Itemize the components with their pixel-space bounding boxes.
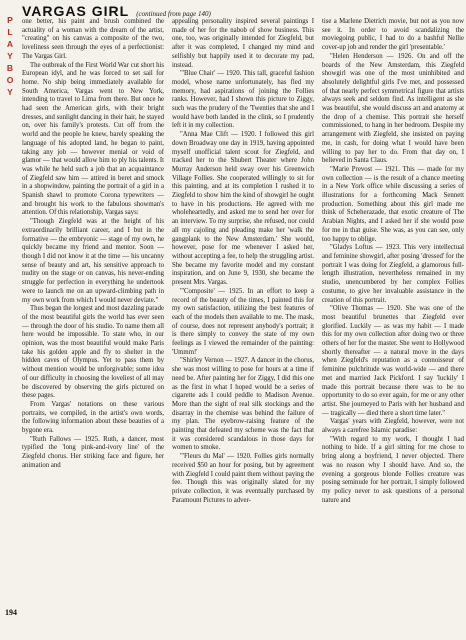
magazine-name-letter: A (6, 39, 14, 49)
article-title: VARGAS GIRL (22, 3, 130, 19)
magazine-name-letter: B (6, 63, 14, 73)
paragraph: "Marie Prevost — 1921. This — made for my own collection — is the result of a chance meeting in a New York office while discussing a series of illustrations for a forthcoming Mack Sennett production. Something about this girl made me think of Scheherazade, that exotic creature of The Arabian Nights, and I asked her if she would pose for me in that guise. She was, as you can see, only too happy to oblige. (322, 165, 464, 243)
article-body (22, 18, 464, 632)
magazine-name-letter: O (6, 75, 14, 85)
paragraph: "'Fleurs du Mal' — 1920. Follies girls normally received $50 an hour for posing, but by agreement with Ziegfeld I could paint them without paying the fee. Though this was originally slated for my private collection, it was eventually purchased by Paramount Pictures to adver- (172, 453, 314, 504)
paragraph: From Vargas' notations on these various portraits, we compiled, in the artist's own words, the following information about these beauties of a bygone era. (22, 400, 164, 435)
paragraph: tise a Marlene Dietrich movie, but not as you now see it. In order to avoid scandalizing the moviegoing public, I had to do a bashful Nellie cover-up job and render the girl 'presentable.' (322, 18, 464, 52)
paragraph: appealing personality inspired several paintings I made of her for the nabob of show business. This one, too, was originally intended for Ziegfeld, but after it was completed, I changed my mind and selfishly but happily used it to decorate my pad, instead. (172, 18, 314, 69)
paragraph: "Shirley Vernon — 1927. A dancer in the chorus, she was most willing to pose for hours at a time if need be. After painting her for Ziggy, I did this one as the first in what I hoped would be a series of cigarette ads I could peddle to Madison Avenue. More than the sight of real silk stockings and the disarray in the chemise was behind the failure of my plan. The eyebrow-raising feature of the painting that defeated my scheme was the fact that it was considered scandalous in those days for women to smoke. (172, 357, 314, 452)
paragraph: "Olive Thomas — 1920. She was one of the most beautiful brunettes that Ziegfeld ever glorified. Luckily — as was my habit — I made this for my own collection after doing two or three others of her for the master. She went to Hollywood shortly thereafter — a natural move in the days when Ziegfeld's reputation as a connoisseur of feminine pulchritude was world-wide — and there met and married Jack Pickford. I say 'luckily' I made this portrait because there was to be no opportunity to do so ever again, for me or any other artist. She journeyed to Paris with her husband and — tragically — died there a short time later." (322, 305, 464, 417)
paragraph: "With regard to my work, I thought I had nothing to hide. If a girl sitting for me chose to bring along a boyfriend, I never objected. There was no reason why I should have. And so, the evening a gorgeous blonde Follies creature was posing seminude for her portrait, I simply followed my policy never to ask questions of a personal nature and (322, 435, 464, 504)
magazine-name-letter: Y (7, 87, 13, 97)
page-number: 194 (5, 608, 17, 617)
text-column-1 (22, 18, 164, 632)
paragraph: Thus began the longest and most dazzling parade of the most beautiful girls the world has ever seen — through the door of his studio. To name them all here would be impossible. To state who, in our opinion, was the most beautiful would make Paris take his golden apple and fly to shelter in the hidden caves of Olympus. Yet to pass them by without mention would be unforgivable; some idea of our difficulty in choosing the loveliest of all may be discovered by observing the girls pictured on these pages. (22, 305, 164, 400)
text-column-2 (172, 18, 314, 632)
paragraph: "Gladys Loftus — 1923. This very intellectual and feminine showgirl, after posing 'dressed' for the portrait I was doing for Ziegfeld, a glamorous full-length illustration, nevertheless remained in my studio, unencumbered by her complex Follies costume, to give her invaluable assistance in the creation of this portrait. (322, 244, 464, 304)
paragraph: one better, his paint and brush combined the actuality of a woman with the dream of the artist, "creating" on his canvas a composite of the two, loveliness seen through the eyes of a perfectionist: The Vargas Girl. (22, 18, 164, 60)
magazine-name-vertical (5, 14, 15, 98)
paragraph: "Anna Mae Clift — 1920. I followed this girl down Broadway one day in 1919, having appointed myself unofficial talent scout for Ziegfeld, and tracked her to the Shubert Theater where John Murray Anderson held sway over his Greenwich Village Follies. She cooperated willingly to sit for this painting, and at its completion I rushed it to Ziegfeld to show him the kind of showgirl he ought to have in his productions. He agreed with me wholeheartedly, and asked me to send her over for an interview. To my surprise, she refused, nor could all my cajoling and pleading make her 'walk the gangplank to the New Amsterdam.' She would, however, pose for me whenever I asked her, without accepting a fee, to help the struggling artist. She became my favorite model and my constant inspiration, and on June 9, 1930, she became the present Mrs. Vargas. (172, 131, 314, 287)
paragraph: "'Blue Chair' — 1920. This tall, graceful fashion model, whose name unfortunately, has fled my memory, had aspirations of joining the Follies ranks. However, had I shown this picture to Ziggy, such was the prudery of the 'Twenties that she and I would have both landed in the clink, so I prudently left it in my collection. (172, 70, 314, 130)
magazine-name-letter: L (7, 27, 13, 37)
magazine-name-letter: Y (7, 51, 13, 61)
continued-note: (continued from page 140) (136, 10, 211, 18)
paragraph: "'Composite' — 1925. In an effort to keep a record of the beauty of the times, I painted this for my own satisfaction, utilizing the best features of each of the models then available to me. The mask, of course, does not represent anybody's portrait; it is there simply to convey the state of my own feelings as I viewed the remainder of the painting: 'Ummm!' (172, 287, 314, 356)
article-header (22, 3, 462, 19)
paragraph: "Ruth Fallows — 1925. Ruth, a dancer, most typified the 'long pink-and-ivory line' of the Ziegfeld chorus. Her striking face and figure, her animation and (22, 435, 164, 469)
paragraph: "Though Ziegfeld was at the height of his extraordinarily brilliant career, and I but in the formative — the embryonic — stage of my own, he quickly became my friend and mentor. Soon — though I did not know it at the time — his uncanny sense of beauty and art, his sensitive approach to nudity on the stage or on canvas, his never-ending struggle for perfection in everything he undertook were to launch me on an upward-climbing path in my own work from which I would never deviate." (22, 218, 164, 304)
paragraph: "Helen Henderson — 1926. On and off the boards of the New Amsterdam, this Ziegfeld showgirl was one of the most uninhibited and absolutely delightful girls I've met, and possessed of that nearly perfect symmetrical figure that artists always seek and seldom find. As intelligent as she was beautiful, she would discuss art and anatomy at the drop of a chemise. This portrait she herself commissioned, to hang in her bedroom. Despite my arrangement with Ziegfeld, she insisted on paying me, in cash, for doing what I would have been willing to pay her to do. From that day on, I believed in Santa Claus. (322, 52, 464, 165)
magazine-name-letter: P (7, 15, 13, 25)
paragraph: Vargas' years with Ziegfeld, however, were not always a carefree Islamic paradise: (322, 418, 464, 435)
text-column-3 (322, 18, 464, 632)
paragraph: The outbreak of the First World War cut short his European idyl, and he was forced to set sail for home. No ship being immediately available for South America, Vargas went to New York, intending to travel to Lima from there. But once he had seen the American girls, with their bright dresses, and sunlight dancing in their hair, he stayed on, over his family's protests. Cut off from the world and the people he knew, barely speaking the language of his adopted land, he began to paint, taking any job — however menial or void of glamor — that would allow him to ply his talents. It was while he held such a job that an acquaintance of Ziegfeld saw him — attired in beret and smock in a shopwindow, painting the portrait of a girl in a Spanish shawl to promote Corona typewriters — and brought his work to the fabulous showman's attention. Of this relationship, Vargas says: (22, 61, 164, 217)
